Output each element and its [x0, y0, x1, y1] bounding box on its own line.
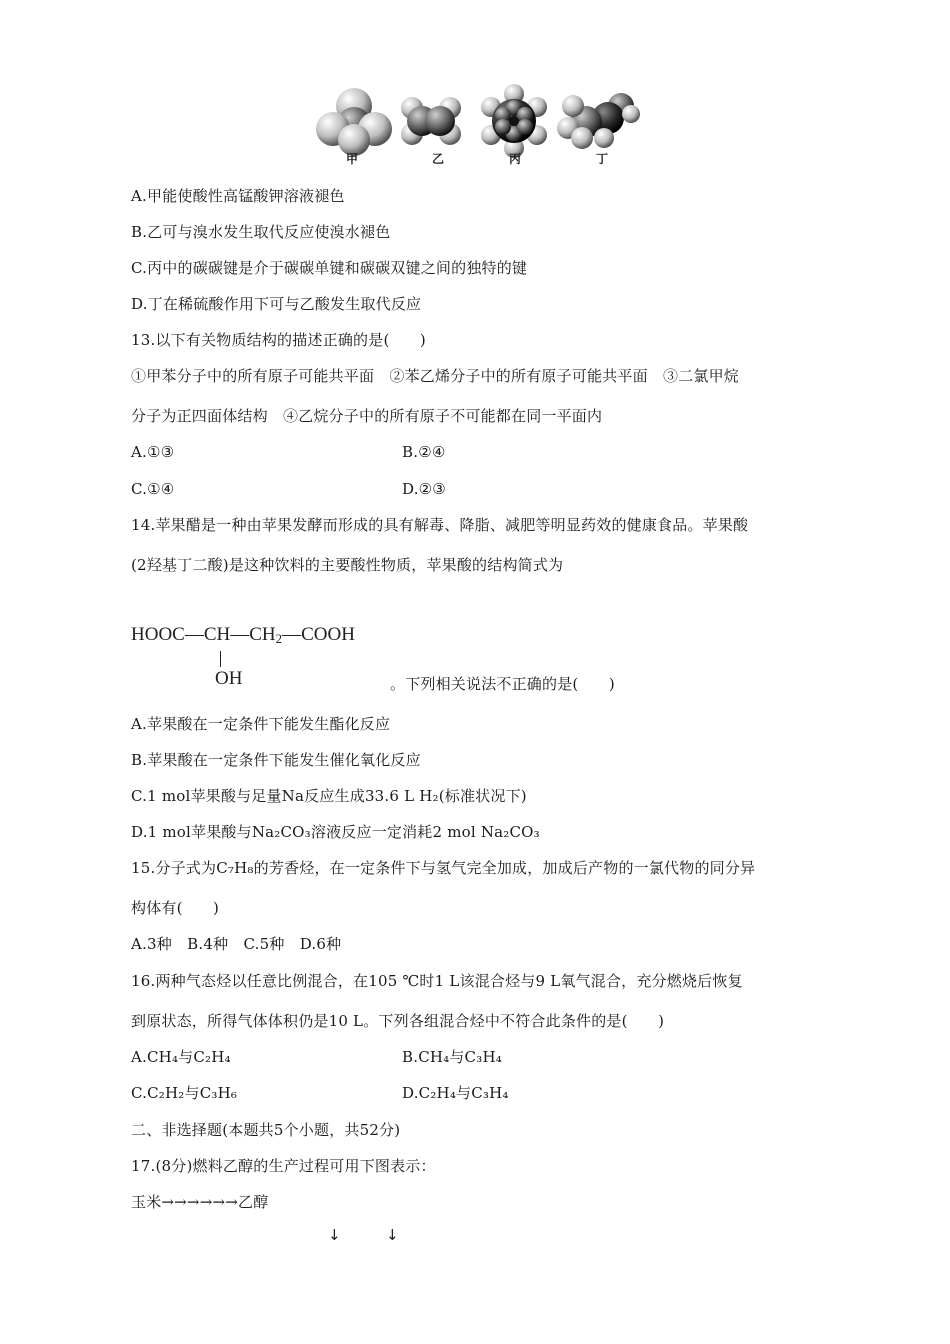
- q13-statements-line1: ①甲苯分子中的所有原子可能共平面 ②苯乙烯分子中的所有原子可能共平面 ③二氯甲烷: [131, 367, 740, 385]
- q12-option-a: A.甲能使酸性高锰酸钾溶液褪色: [131, 187, 345, 205]
- figure-label-yi: 乙: [432, 152, 445, 166]
- q13-option-b: B.②④: [402, 443, 446, 461]
- q14-option-b: B.苹果酸在一定条件下能发生催化氧化反应: [131, 751, 421, 769]
- q15-stem-line2: 构体有( ): [131, 899, 220, 917]
- q14-option-c: C.1 mol苹果酸与足量Na反应生成33.6 L H₂(标准状况下): [131, 787, 527, 805]
- q15-stem-line1: 15.分子式为C₇H₈的芳香烃，在一定条件下与氢气完全加成，加成后产物的一氯代物的同分异: [131, 859, 756, 877]
- q16-stem-line2: 到原状态，所得气体体积仍是10 L。下列各组混合烃中不符合此条件的是( ): [131, 1012, 665, 1030]
- benzene-model-icon: [481, 84, 547, 158]
- q12-option-d: D.丁在稀硫酸作用下可与乙酸发生取代反应: [131, 295, 422, 313]
- q16-option-d: D.C₂H₄与C₃H₄: [402, 1084, 509, 1102]
- q16-option-c: C.C₂H₂与C₃H₆: [131, 1084, 238, 1102]
- ethylene-model-icon: [401, 97, 461, 145]
- formula-bond-line: [220, 651, 221, 667]
- q15-options: A.3种 B.4种 C.5种 D.6种: [131, 935, 342, 953]
- q14-stem-line3: 。下列相关说法不正确的是( ): [390, 675, 615, 693]
- q16-stem-line1: 16.两种气态烃以任意比例混合，在105 ℃时1 L该混合烃与9 L氧气混合，充分燃烧后恢复: [131, 972, 743, 990]
- ethanol-model-icon: [557, 93, 640, 149]
- formula-oh: OH: [215, 668, 243, 689]
- q13-option-c: C.①④: [131, 480, 175, 498]
- flow-arrow-down-1: ↓: [328, 1226, 341, 1244]
- figure-label-bing: 丙: [509, 152, 522, 166]
- q17-stem: 17.(8分)燃料乙醇的生产过程可用下图表示：: [131, 1157, 436, 1175]
- flow-arrow-down-2: ↓: [386, 1226, 399, 1244]
- q14-stem-line1: 14.苹果醋是一种由苹果发酵而形成的具有解毒、降脂、减肥等明显药效的健康食品。苹果酸: [131, 516, 749, 534]
- q14-option-d: D.1 mol苹果酸与Na₂CO₃溶液反应一定消耗2 mol Na₂CO₃: [131, 823, 540, 841]
- q13-statements-line2: 分子为正四面体结构 ④乙烷分子中的所有原子不可能都在同一平面内: [131, 407, 603, 425]
- q13-option-a: A.①③: [131, 443, 175, 461]
- q16-option-a: A.CH₄与C₂H₄: [131, 1048, 231, 1066]
- section2-title: 二、非选择题(本题共5个小题，共52分): [131, 1121, 401, 1139]
- formula-left: HOOC—CH—CH: [131, 624, 276, 645]
- q16-option-b: B.CH₄与C₃H₄: [402, 1048, 502, 1066]
- q13-stem: 13.以下有关物质结构的描述正确的是( ): [131, 331, 426, 349]
- q14-stem-line2: (2羟基丁二酸)是这种饮料的主要酸性物质，苹果酸的结构简式为: [131, 556, 564, 574]
- q13-option-d: D.②③: [402, 480, 446, 498]
- figure-label-ding: 丁: [596, 152, 609, 166]
- q12-option-b: B.乙可与溴水发生取代反应使溴水褪色: [131, 223, 391, 241]
- figure-label-jia: 甲: [346, 152, 359, 166]
- methane-model-icon: [316, 88, 392, 156]
- q14-option-a: A.苹果酸在一定条件下能发生酯化反应: [131, 715, 391, 733]
- q12-option-c: C.丙中的碳碳键是介于碳碳单键和碳碳双键之间的独特的键: [131, 259, 528, 277]
- formula-subscript: 2: [275, 631, 283, 647]
- formula-right: —COOH: [282, 624, 355, 645]
- q17-flow-diagram: 玉米→→→→→→乙醇: [131, 1193, 269, 1211]
